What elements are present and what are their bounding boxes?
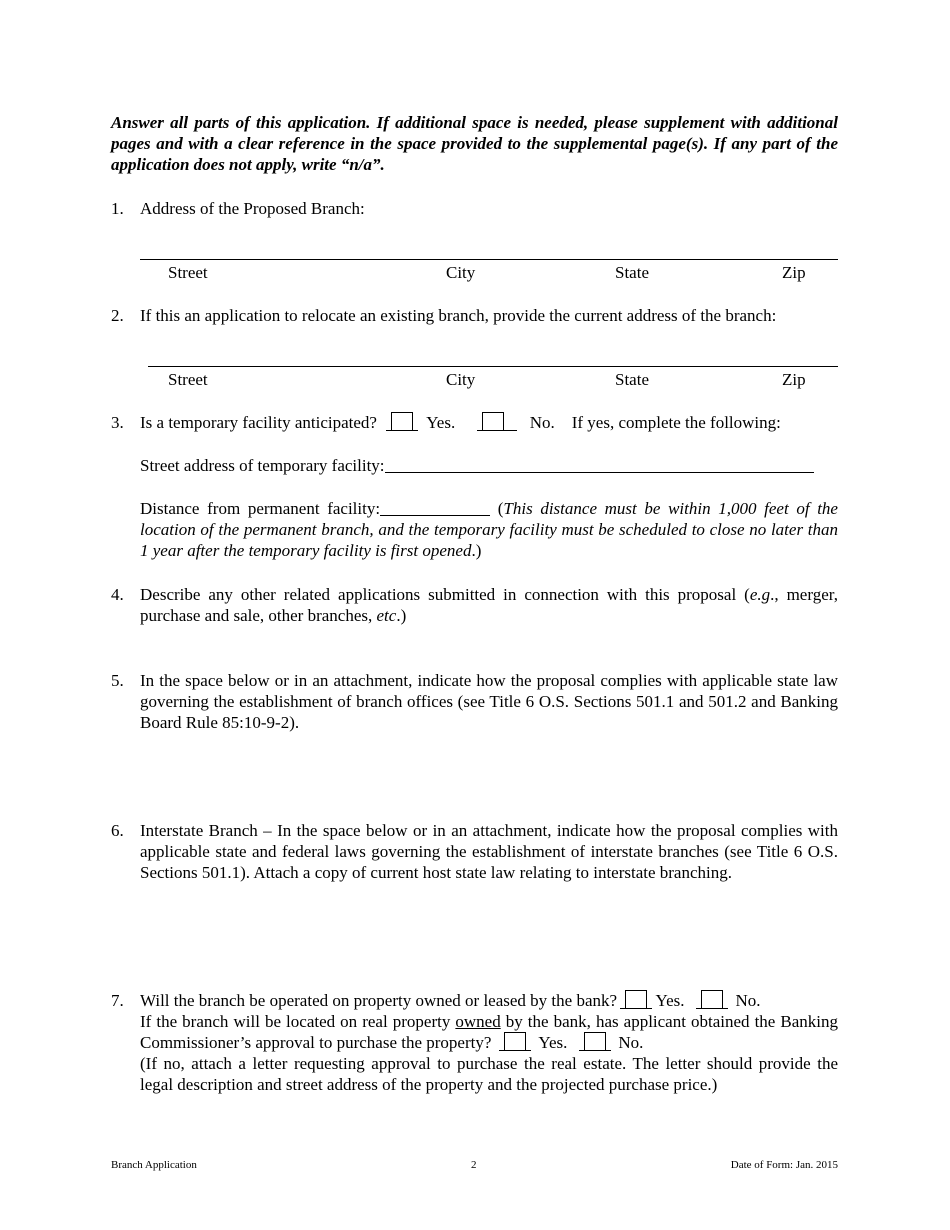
approval-no-checkbox[interactable] — [584, 1032, 606, 1051]
text-part: .) — [396, 606, 407, 625]
no-label: No. — [529, 413, 555, 432]
question-5 — [111, 670, 838, 733]
question-1 — [111, 198, 838, 219]
instructions-text: Answer all parts of this application. If additional space is needed, please supplement with additional pages and with a clear reference in the space provided to the supplemental page(s). If any part of the application does not apply, write “n/a”. — [111, 113, 838, 174]
yes-label: Yes. — [538, 1033, 568, 1052]
footer-form-name: Branch Application — [111, 1159, 197, 1171]
city-label: City — [446, 263, 476, 282]
question-6 — [111, 820, 838, 883]
text-part: Describe any other related applications submitted in connection with this proposal ( — [140, 585, 750, 604]
distance-note: This distance must be within 1,000 feet of the location of the permanent branch, and the temporary facility must be scheduled to close no later than 1 year after the temporary facility is first opened — [140, 499, 838, 560]
question-4 — [111, 584, 838, 626]
text-part: etc — [376, 606, 397, 625]
purchase-letter-note: (If no, attach a letter requesting approval to purchase the real estate. The letter should provide the legal description and street address of the property and the projected purchase price.) — [140, 1054, 838, 1094]
temporary-street-label: Street address of temporary facility: — [140, 456, 385, 475]
temporary-street-row — [111, 455, 838, 476]
temporary-yes-checkbox[interactable] — [391, 412, 413, 431]
zip-label: Zip — [782, 370, 806, 389]
question-text — [140, 412, 838, 433]
question-7 — [111, 990, 838, 1095]
current-address-line[interactable] — [148, 366, 838, 367]
distance-row — [111, 498, 838, 561]
temporary-no-checkbox[interactable] — [482, 412, 504, 431]
street-label: Street — [168, 370, 208, 389]
text-part: e.g — [749, 585, 771, 604]
page-number: 2 — [471, 1159, 477, 1171]
question-text — [140, 584, 838, 626]
street-label: Street — [168, 263, 208, 282]
temporary-facility-question: Is a temporary facility anticipated? — [140, 413, 377, 432]
proposed-address-line[interactable] — [140, 259, 838, 260]
distance-label: Distance from permanent facility: — [140, 499, 381, 518]
question-3 — [111, 412, 838, 433]
question-number: 4. — [111, 585, 124, 604]
footer-form-date: Date of Form: Jan. 2015 — [730, 1159, 838, 1171]
question-number: 7. — [111, 991, 124, 1010]
yes-label: Yes. — [426, 413, 456, 432]
text-part: If the branch will be located on real property — [140, 1012, 456, 1031]
state-label: State — [615, 370, 649, 389]
approval-yes-checkbox[interactable] — [504, 1032, 526, 1051]
question-2 — [111, 305, 838, 326]
question-text: If this an application to relocate an existing branch, provide the current address of the branch: — [140, 306, 777, 325]
text-part: ., merger, purchase and sale, other branches, — [140, 585, 838, 625]
zip-label: Zip — [782, 263, 806, 282]
distance-text: Distance from permanent facility: (This distance must be within 1,000 feet of the location of the permanent branch, and the temporary facility must be scheduled to close no later than 1 year after the temporary facility is first opened.) — [140, 499, 838, 560]
question-number: 3. — [111, 413, 124, 432]
question-text: Interstate Branch – In the space below or in an attachment, indicate how the proposal complies with applicable state and federal laws governing the establishment of interstate branches (see Title 6 O.S. Sections 501.1). Attach a copy of current host state law relating to interstate branching. — [140, 821, 838, 882]
question-number: 5. — [111, 671, 124, 690]
state-label: State — [615, 263, 649, 282]
question-number: 2. — [111, 306, 124, 325]
ownership-question: Will the branch be operated on property owned or leased by the bank? — [140, 991, 618, 1010]
no-label: No. — [735, 991, 761, 1010]
question-text: In the space below or in an attachment, indicate how the proposal complies with applicable state law governing the establishment of branch offices (see Title 6 O.S. Sections 501.1 and 501.2 and Banking Board Rule 85:10-9-2). — [140, 671, 838, 732]
question-number: 6. — [111, 821, 124, 840]
text-part: by the bank, has applicant obtained the Banking Commissioner’s approval to purchase the property? — [140, 1012, 838, 1052]
distance-field[interactable] — [380, 499, 490, 516]
owned-no-checkbox[interactable] — [701, 990, 723, 1009]
owned-emphasis: owned — [455, 1012, 501, 1031]
question-number: 1. — [111, 199, 124, 218]
city-label: City — [446, 370, 476, 389]
followup-text: If yes, complete the following: — [571, 413, 781, 432]
question-text: Address of the Proposed Branch: — [140, 199, 365, 218]
temporary-street-field[interactable] — [385, 456, 814, 473]
no-label: No. — [618, 1033, 644, 1052]
question-text — [140, 990, 838, 1095]
yes-label: Yes. — [655, 991, 685, 1010]
owned-yes-checkbox[interactable] — [625, 990, 647, 1009]
